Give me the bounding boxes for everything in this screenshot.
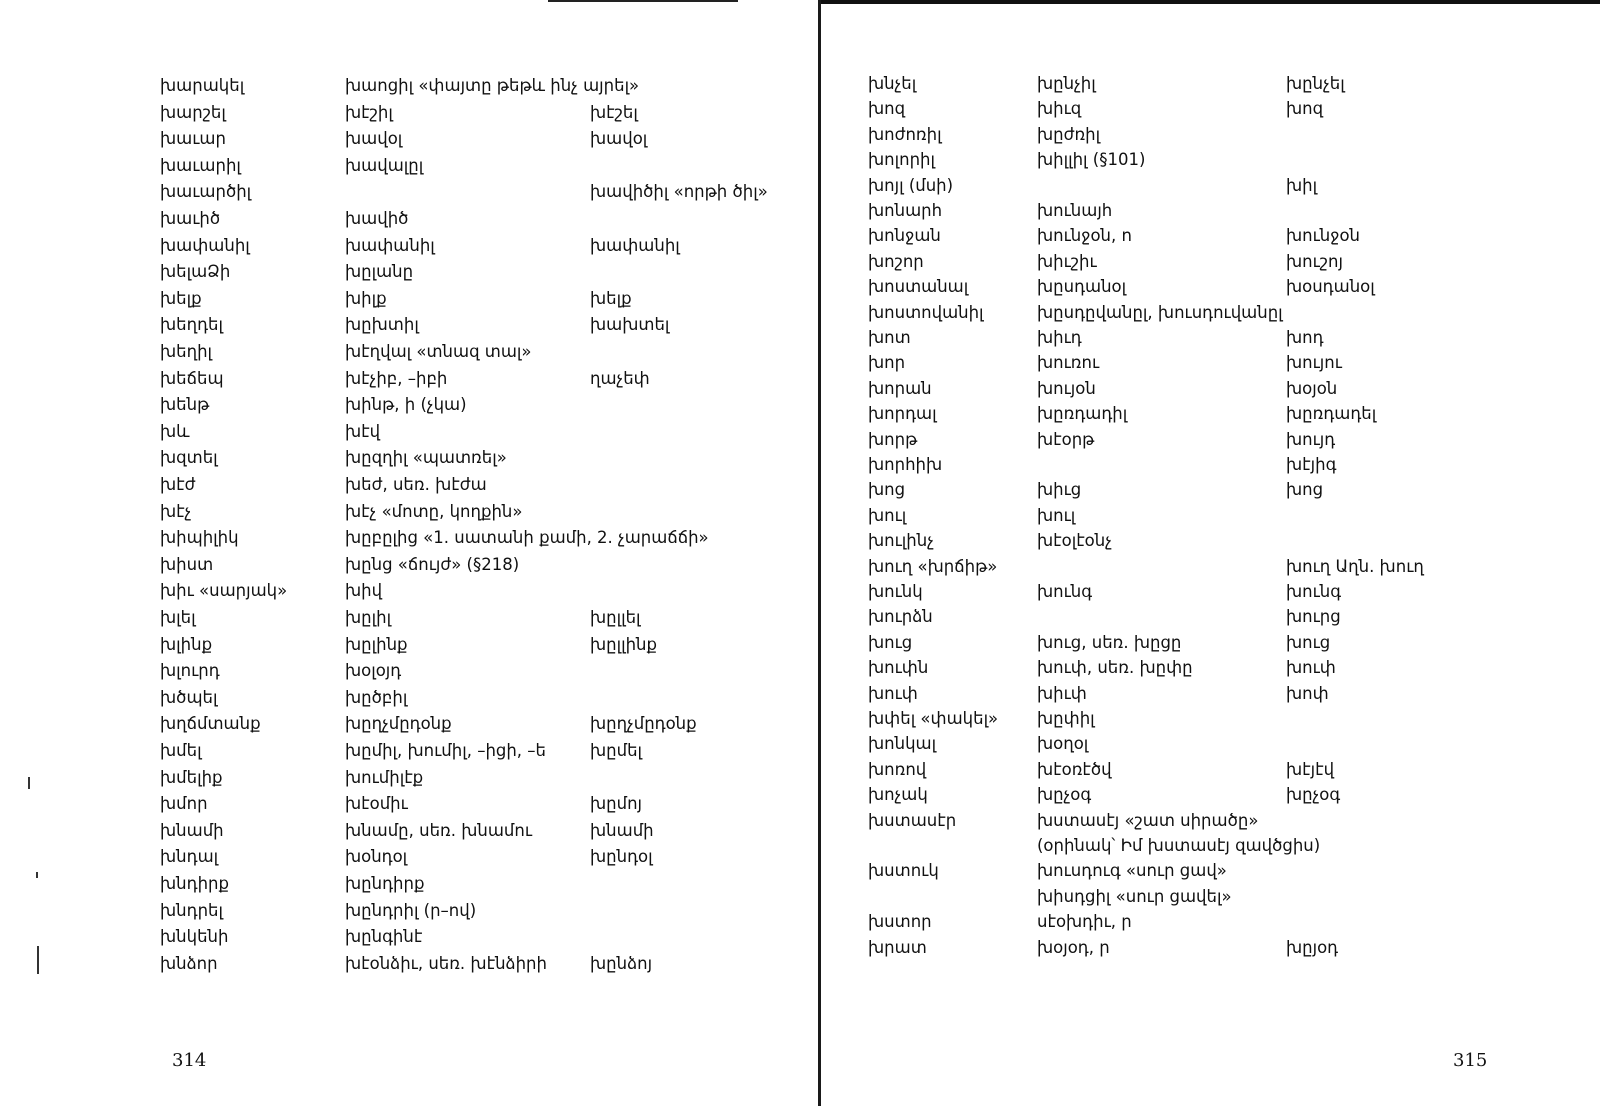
headword: խուլինչ	[868, 531, 934, 551]
headword: խոնջան	[868, 226, 941, 246]
dialect-form: խէղվալ «տնազ տալ»	[345, 342, 532, 361]
headword: խաւարծիլ	[160, 182, 252, 202]
dialect-form: խըժռիլ	[1037, 124, 1101, 144]
dialect-form: խէօրթ	[1037, 429, 1095, 449]
headword: խուփն	[868, 658, 929, 678]
headword: խունկ	[868, 582, 923, 601]
headword: խենթ	[160, 395, 210, 415]
headword: խոռով	[868, 759, 927, 779]
variant-form: խէյիգ	[1286, 455, 1337, 474]
headword: խնկենի	[160, 927, 229, 947]
dialect-form: խըբըլից «1. սատանի քամի, 2. չարաճճի»	[345, 528, 709, 548]
headword: խստուկ	[868, 861, 939, 881]
page-number: 315	[1453, 1050, 1488, 1071]
dialect-form: խընց «ճույժ» (§218)	[345, 554, 520, 574]
variant-form: խելք	[590, 288, 632, 308]
headword: խստոր	[868, 912, 932, 932]
dialect-form: խէվ	[345, 421, 381, 441]
dialect-form: խէօլէօնչ	[1037, 531, 1112, 551]
headword: խոստովանիլ	[868, 302, 984, 322]
headword: խաւիծ	[160, 209, 221, 228]
dialect-form: խըսդըվանըլ, խուսդուվանըլ	[1037, 302, 1283, 322]
variant-form: խըչօգ	[1286, 785, 1341, 805]
headword: խուղ «խրճիթ»	[868, 556, 998, 576]
variant-form: խըլլել	[590, 608, 641, 627]
headword: խորթ	[868, 429, 918, 449]
dialect-form: խումիլէք	[345, 767, 424, 787]
variant-form: խըղչմըդօնք	[590, 714, 697, 734]
headword: խուփ	[868, 683, 918, 703]
headword: խծպել	[160, 687, 218, 707]
headword: խեճեպ	[160, 368, 224, 388]
dialect-form: խիւց	[1037, 480, 1082, 500]
headword: խզտել	[160, 448, 218, 468]
headword: խաւար	[160, 129, 226, 149]
headword: խոտ	[868, 328, 911, 347]
dialect-form: խիւշիւ	[1037, 251, 1097, 271]
headword: խլել	[160, 608, 196, 627]
dialect-form: խօյօդ, ր	[1037, 937, 1110, 957]
variant-form: խոզ	[1286, 99, 1324, 119]
headword: խիւ «սարյակ»	[160, 581, 288, 601]
headword: խոնարհ	[868, 201, 943, 220]
variant-form: ղաչեփ	[590, 368, 650, 388]
headword: խեղիլ	[160, 342, 213, 361]
dialect-form: խէօմիւ	[345, 794, 408, 814]
headword: խէժ	[160, 475, 196, 494]
headword: խուլ	[868, 505, 907, 525]
headword: խուրձն	[868, 607, 933, 627]
headword: խոստանալ	[868, 277, 969, 297]
dialect-form: խըփիլ	[1037, 709, 1095, 728]
variant-form: խիլ	[1286, 175, 1318, 195]
variant-form: խուց	[1286, 632, 1331, 652]
dialect-form: խըղչմըդօնք	[345, 714, 452, 734]
headword: խփել «փակել»	[868, 709, 999, 728]
headword: խմել	[160, 741, 202, 760]
headword: խոչակ	[868, 785, 928, 805]
dialect-form: խուփ, սեռ. խըփը	[1037, 658, 1193, 678]
dialect-form: խըռդադիլ	[1037, 404, 1128, 424]
dialect-form: խէօռէծվ	[1037, 759, 1112, 779]
dialect-form: խինթ, ի (չկա)	[345, 395, 467, 415]
dialect-form: խըխտիլ	[345, 315, 419, 335]
dialect-form: խավալըլ	[345, 155, 424, 175]
dialect-form: խիվ	[345, 581, 383, 601]
headword: խարակել	[160, 76, 245, 95]
headword: խնդիրք	[160, 874, 229, 893]
variant-form: խըմել	[590, 741, 643, 760]
headword: խոր	[868, 353, 906, 373]
dialect-form: խնամը, սեռ. խնամու	[345, 820, 532, 840]
dialect-form: խըչօգ	[1037, 785, 1092, 805]
dialect-form: խափանիլ	[345, 235, 435, 255]
variant-form: խըռդադել	[1286, 404, 1377, 424]
variant-form: խուրց	[1286, 607, 1341, 627]
headword: խորհիխ	[868, 455, 943, 474]
dialect-form: խիւզ	[1037, 99, 1082, 119]
variant-form: խըլլինք	[590, 634, 657, 654]
dialect-form: խունայհ	[1037, 201, 1113, 220]
dialect-form: խուռու	[1037, 353, 1100, 373]
variant-form: խախտել	[590, 315, 670, 335]
headword: խորդալ	[868, 404, 937, 424]
variant-form: խույդ	[1286, 429, 1336, 449]
headword: խնդալ	[160, 847, 219, 867]
dialect-form: խընգինէ	[345, 927, 423, 947]
dialect-form: խըլինք	[345, 634, 408, 654]
headword: խաւարիլ	[160, 155, 241, 175]
variant-form: խունգ	[1286, 582, 1342, 601]
headword: խրատ	[868, 937, 927, 957]
variant-form: խուշոյ	[1286, 251, 1343, 271]
variant-form: խօյօն	[1286, 378, 1338, 398]
headword: խոլորիլ	[868, 150, 935, 170]
dialect-form: խըլանը	[345, 262, 414, 282]
dialect-form: խստասէյ «շատ սիրածը»	[1037, 810, 1259, 830]
dialect-form: խըսդանօլ	[1037, 277, 1127, 297]
variant-form: խնամի	[590, 820, 654, 840]
headword: խոց	[868, 480, 906, 500]
headword: խնամի	[160, 820, 224, 840]
headword: խլինք	[160, 634, 213, 654]
variant-form: խավիծիլ «որթի ծիլ»	[590, 182, 768, 202]
variant-form: խոփ	[1286, 683, 1329, 703]
variant-form: խէշել	[590, 102, 638, 122]
variant-form: խափանիլ	[590, 235, 680, 255]
headword: խոնկալ	[868, 734, 937, 754]
dialect-form: խէչիբ, –իբի	[345, 368, 448, 388]
dialect-form: խավիծ	[345, 209, 409, 228]
headword: խիստ	[160, 554, 214, 574]
variant-form: խըյօդ	[1286, 937, 1339, 957]
page-number: 314	[172, 1050, 207, 1071]
headword: խղճմտանք	[160, 714, 261, 734]
dialect-form: խուլ	[1037, 505, 1076, 525]
dialect-form: խէօնձիւ, սեռ. խէնձիրի	[345, 953, 547, 973]
dialect-form: խունջօն, ո	[1037, 226, 1132, 246]
dialect-form: խաոցիլ «փայտը թեթև ինչ այրել»	[345, 76, 640, 95]
headword: խափանիլ	[160, 235, 250, 255]
headword: խնդրել	[160, 900, 223, 920]
variant-form: խընչել	[1286, 74, 1345, 93]
dialect-form: խուց, սեռ. խըցը	[1037, 632, 1182, 652]
dialect-form: խընչիլ	[1037, 74, 1096, 93]
dialect-form: խեժ, սեռ. խէժա	[345, 475, 487, 494]
dialect-form: խօղօլ	[1037, 734, 1089, 754]
dialect-form: խըլիլ	[345, 608, 392, 627]
dialect-form: (օրինակ՝ Իմ խստասէյ զավծցիս)	[1037, 836, 1321, 855]
dialect-form: խիլք	[345, 288, 387, 308]
dialect-form: խըզղիլ «պատռել»	[345, 448, 507, 468]
headword: խորան	[868, 378, 932, 398]
headword: խոյլ (մսի)	[868, 175, 954, 195]
headword: խոշոր	[868, 251, 924, 271]
headword: խմելիք	[160, 767, 223, 787]
book-gutter	[818, 0, 821, 1106]
variant-form: խուղ Աղն. խուղ	[1286, 556, 1424, 576]
dialect-form: խիւդ	[1037, 328, 1082, 347]
headword: խուց	[868, 632, 913, 652]
headword: խմոր	[160, 794, 208, 814]
dialect-form: խընդիրք	[345, 874, 425, 893]
variant-form: խավօլ	[590, 129, 648, 149]
dialect-form: խավօլ	[345, 129, 403, 149]
dialect-form: խօնդօլ	[345, 847, 408, 867]
dialect-form: սէօխդիւ, ր	[1037, 912, 1132, 932]
headword: խլուրդ	[160, 661, 220, 681]
variant-form: խոց	[1286, 480, 1324, 500]
headword: խիպիլիկ	[160, 528, 239, 548]
variant-form: խէյէվ	[1286, 759, 1335, 779]
variant-form: խըմոյ	[590, 794, 643, 814]
headword: խէչ	[160, 501, 192, 521]
variant-form: խուփ	[1286, 658, 1336, 678]
variant-form: խօսդանօլ	[1286, 277, 1375, 297]
headword: խստասէր	[868, 810, 957, 830]
right-page	[824, 0, 1600, 1106]
dialect-form: խույօն	[1037, 378, 1096, 398]
variant-form: խընձոյ	[590, 953, 653, 973]
headword: խնձոր	[160, 953, 218, 973]
dialect-form: խընդրիլ (ր–ով)	[345, 900, 477, 920]
dialect-form: խէչ «մոտը, կողքին»	[345, 501, 523, 521]
dialect-form: խըմիլ, խումիլ, –իցի, –ե	[345, 741, 547, 760]
headword: խելաՁի	[160, 262, 231, 282]
headword: խեղդել	[160, 315, 223, 335]
variant-form: խոդ	[1286, 328, 1324, 347]
variant-form: խույու	[1286, 353, 1342, 373]
dialect-form: խիւփ	[1037, 683, 1087, 703]
variant-form: խընդօլ	[590, 847, 653, 867]
dialect-form: խօլօյդ	[345, 661, 402, 681]
headword: խոզ	[868, 99, 906, 119]
headword: խև	[160, 421, 190, 441]
headword: խելք	[160, 288, 202, 308]
dialect-form: խուսդուգ «սուր ցավ»	[1037, 861, 1227, 881]
variant-form: խունջօն	[1286, 226, 1361, 246]
headword: խնչել	[868, 74, 917, 93]
dialect-form: խըծբիլ	[345, 687, 408, 707]
dialect-form: խէշիլ	[345, 102, 393, 122]
dialect-form: խունգ	[1037, 582, 1093, 601]
headword: խարշել	[160, 102, 226, 122]
headword: խոժոռիլ	[868, 124, 942, 144]
dialect-form: խիլլիլ (§101)	[1037, 150, 1146, 170]
dialect-form: խիսդցիլ «սուր ցավել»	[1037, 886, 1232, 906]
